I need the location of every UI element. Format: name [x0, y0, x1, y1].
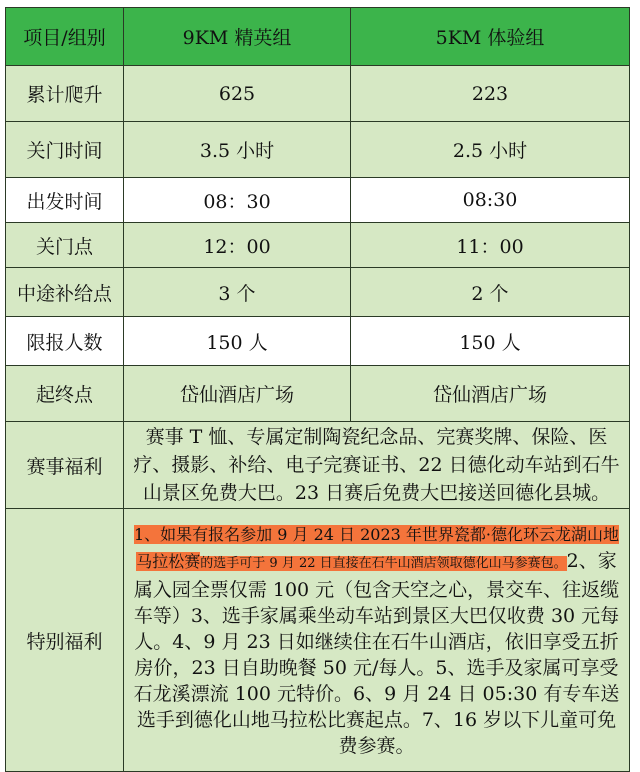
special-benefits-cell [124, 509, 630, 772]
row-start-time [6, 178, 630, 223]
row-label: 关门时间 [6, 122, 124, 178]
trial-value: 150 人 [351, 317, 630, 366]
row-label: 赛事福利 [6, 422, 124, 509]
highlighted-notice-detail: 的选手可于 9 月 22 日直接在石牛山酒店领取德化山马参赛包。 [200, 556, 567, 571]
row-cutoff-time [6, 122, 630, 178]
race-info-table [5, 7, 630, 772]
elite-value: 岱仙酒店广场 [124, 366, 351, 422]
row-elevation-gain [6, 66, 630, 122]
header-row [6, 8, 630, 66]
row-special-benefits [6, 509, 630, 772]
elite-value: 3.5 小时 [124, 122, 351, 178]
elite-value: 3 个 [124, 268, 351, 317]
header-trial-5km: 5KM 体验组 [351, 8, 630, 66]
trial-value: 11：00 [351, 223, 630, 268]
elite-value: 08：30 [124, 178, 351, 223]
trial-value: 08:30 [351, 178, 630, 223]
row-label: 出发时间 [6, 178, 124, 223]
row-label: 起终点 [6, 366, 124, 422]
trial-value: 岱仙酒店广场 [351, 366, 630, 422]
row-label: 关门点 [6, 223, 124, 268]
elite-value: 625 [124, 66, 351, 122]
trial-value: 2 个 [351, 268, 630, 317]
row-entry-limit [6, 317, 630, 366]
row-label: 限报人数 [6, 317, 124, 366]
row-label: 特别福利 [6, 509, 124, 772]
row-label: 中途补给点 [6, 268, 124, 317]
row-cutoff-point [6, 223, 630, 268]
header-item-group: 项目/组别 [6, 8, 124, 66]
elite-value: 12：00 [124, 223, 351, 268]
special-benefits-text: 2、家属入园全票仅需 100 元（包含天空之心，景交车、往返缆车等）3、选手家属乘坐动车站到景区大巴仅收费 30 元每人。4、9 月 23 日如继续住在石牛山酒店，依旧享受五折房价，23 日自助晚餐 50 元/每人。5、选手及家属可享受石龙溪漂流 100 元特价。6、9 月 24 日 05:30 有专车送选手到德化山地马拉松比赛起点。7、16 岁以下儿童可免费参赛。 [133, 550, 620, 757]
benefits-text: 赛事 T 恤、专属定制陶瓷纪念品、完赛奖牌、保险、医疗、摄影、补给、电子完赛证书、22 日德化动车站到石牛山景区免费大巴。23 日赛后免费大巴接送回德化县城。 [124, 422, 630, 509]
row-race-benefits [6, 422, 630, 509]
header-elite-9km: 9KM 精英组 [124, 8, 351, 66]
trial-value: 2.5 小时 [351, 122, 630, 178]
elite-value: 150 人 [124, 317, 351, 366]
highlighted-notice: 1、如果有报名参加 9 月 24 日 2023 年世界瓷都·德化环云龙湖山地马拉松赛 [133, 525, 620, 571]
row-aid-stations [6, 268, 630, 317]
row-start-finish [6, 366, 630, 422]
row-label: 累计爬升 [6, 66, 124, 122]
trial-value: 223 [351, 66, 630, 122]
